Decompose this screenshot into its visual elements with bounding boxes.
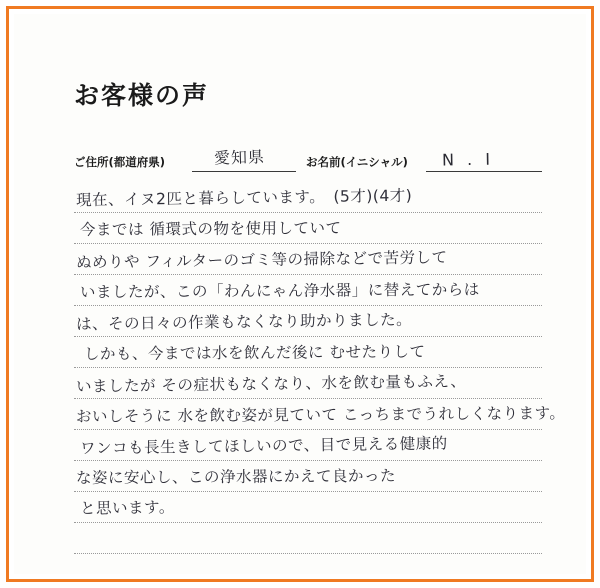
body-line	[74, 461, 542, 492]
body-line-text: ワンコも長生きしてほしいので、目で見える健康的	[79, 434, 448, 458]
body-line	[74, 244, 542, 275]
body-line-text: な姿に安心し、この浄水器にかえて良かった	[75, 466, 397, 488]
body-line	[74, 399, 566, 430]
address-underline	[192, 171, 296, 172]
body-line-text: いましたが、この「わんにゃん浄水器」に替えてからは	[79, 280, 480, 302]
body-line	[74, 182, 542, 213]
handwritten-sheet	[14, 14, 586, 574]
body-line-text: ぬめりや フィルターのゴミ等の掃除などで苦労して	[75, 248, 448, 272]
name-underline	[426, 171, 542, 172]
body-line-text: は、その日々の作業もなくなり助かりました。	[75, 310, 413, 334]
address-label: ご住所(都道府県)	[74, 155, 166, 169]
body-line-text: 現在、イヌ2匹と暮らしています。 (5才)(4才)	[75, 186, 413, 210]
body-line	[74, 430, 542, 461]
body-line	[74, 554, 542, 574]
address-value: 愛知県	[213, 147, 266, 168]
body-line-text: と思います。	[79, 498, 175, 518]
body-line	[74, 523, 542, 554]
body-line	[74, 337, 542, 368]
form-field-row	[74, 144, 542, 174]
body-line	[74, 492, 542, 523]
handwritten-body	[74, 182, 566, 574]
name-label: お名前(イニシャル)	[306, 155, 408, 169]
body-line-text: いましたが その症状もなくなり、水を飲む量もふえ、	[75, 372, 467, 396]
page-title: お客様の声	[74, 81, 210, 110]
body-line-text: おいしそうに 水を飲む姿が見ていて こっちまでうれしくなります。	[75, 404, 566, 426]
body-line	[74, 275, 542, 306]
name-value: N . I	[441, 149, 495, 170]
body-line-text: しかも、今までは水を飲んだ後に むせたりして	[83, 342, 426, 364]
body-line	[74, 306, 542, 337]
body-line-text: 今までは 循環式の物を使用していて	[79, 219, 342, 239]
body-line	[74, 368, 542, 399]
body-line	[74, 213, 542, 244]
